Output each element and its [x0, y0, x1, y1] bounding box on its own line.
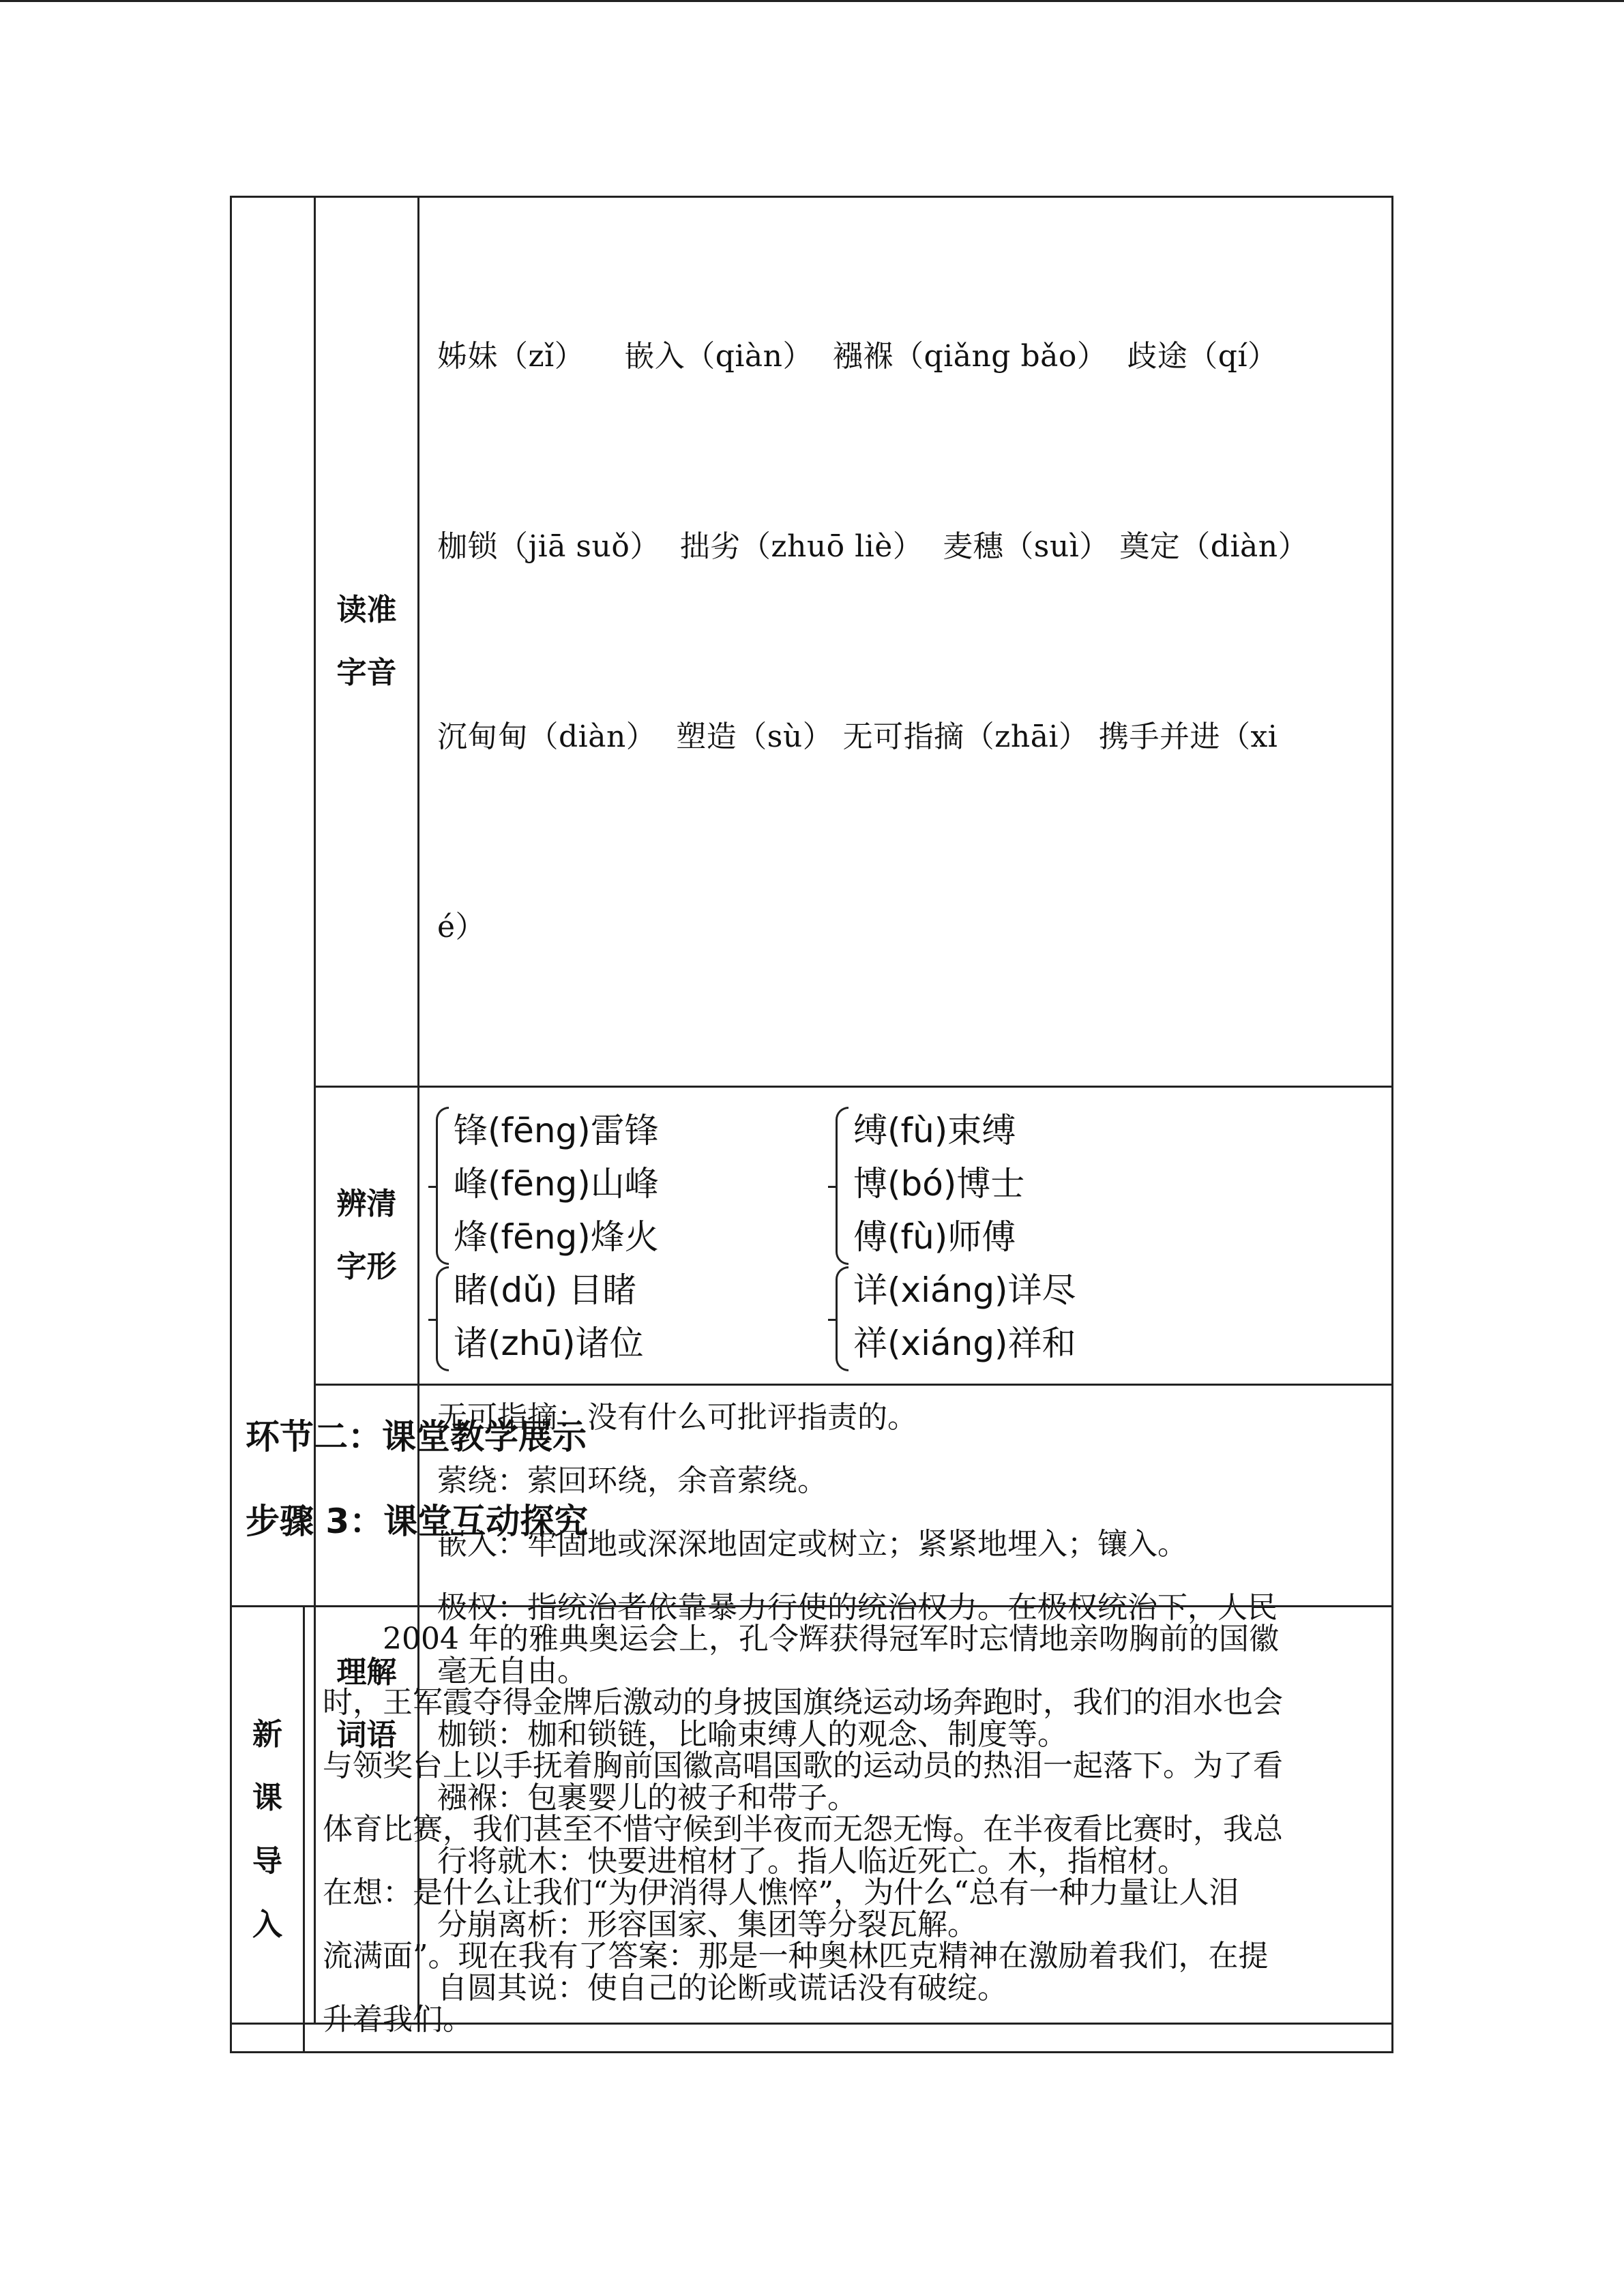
intro-line: 体育比赛，我们甚至不惜守候到半夜而无怨无悔。在半夜看比赛时，我总 [323, 1812, 1283, 1847]
pronunciation-line: 枷锁（jiā suǒ） 拙劣（zhuō liè） 麦穗（suì） 奠定（diàn） [437, 529, 1309, 564]
vocabulary-line: 无可指摘：没有什么可批评指责的。 [437, 1400, 917, 1435]
lesson-intro-row [231, 1607, 1393, 2053]
glyph-item: 烽(fēng)烽火 [454, 1217, 659, 1257]
glyph-item: 祥(xiáng)祥和 [853, 1324, 1076, 1363]
page-top-border [0, 0, 1624, 2]
glyph-item: 诸(zhū)诸位 [454, 1324, 644, 1363]
glyph-item: 峰(fēng)山峰 [454, 1164, 659, 1204]
section-heading: 环节二：课堂教学展示 [246, 1417, 587, 1457]
glyph-item: 睹(dǔ) 目睹 [454, 1270, 637, 1310]
brace-icon [836, 1107, 848, 1265]
glyphs-label: 辨清 字形 [315, 1087, 419, 1385]
intro-line: 与领奖台上以手抚着胸前国徽高唱国歌的运动员的热泪一起落下。为了看 [323, 1748, 1283, 1783]
lesson-intro-label: 新 课 导 入 [231, 1607, 304, 2053]
glyph-item: 详(xiáng)详尽 [853, 1270, 1076, 1310]
vocabulary-line: 自圆其说：使自己的论断或谎话没有破绽。 [437, 1971, 1007, 2006]
step-heading: 步骤 3：课堂互动探究 [246, 1502, 589, 1541]
vocabulary-line: 萦绕：萦回环绕，余音萦绕。 [437, 1463, 827, 1498]
pronunciation-line: 姊妹（zǐ） 嵌入（qiàn） 襁褓（qiǎng bǎo） 歧途（qí） [437, 339, 1278, 374]
pronunciation-line: 沉甸甸（diàn） 塑造（sù） 无可指摘（zhāi） 携手并进（xi [437, 719, 1278, 754]
intro-line: 流满面”。现在我有了答案：那是一种奥林匹克精神在激励着我们，在提 [323, 1939, 1269, 1973]
glyph-group-xiang [836, 1264, 1076, 1370]
lesson-intro-content [304, 1607, 1393, 2053]
glyphs-content [419, 1087, 1393, 1385]
vocabulary-line: 襁褓：包裹婴儿的被子和带子。 [437, 1780, 857, 1815]
intro-line: 时，王军霞夺得金牌后激动的身披国旗绕运动场奔跑时，我们的泪水也会 [323, 1685, 1283, 1720]
pronunciation-line: é） [437, 910, 486, 944]
pronunciation-content [419, 197, 1393, 1087]
glyph-item: 傅(fù)师傅 [853, 1217, 1016, 1257]
glyph-item: 博(bó)博士 [853, 1164, 1025, 1204]
glyph-item: 锋(fēng)雷锋 [454, 1111, 659, 1150]
lesson-intro-table [230, 1605, 1393, 2053]
pronunciation-label: 读准 字音 [315, 197, 419, 1087]
vocabulary-line: 嵌入：牢固地或深深地固定或树立；紧紧地埋入；镶入。 [437, 1527, 1187, 1562]
glyph-group-fu [836, 1104, 1024, 1264]
brace-icon [436, 1107, 449, 1265]
vocabulary-label: 理解 词语 [315, 1385, 419, 2024]
intro-line: 2004 年的雅典奥运会上，孔令辉获得冠军时忘情地亲吻胸前的国徽 [383, 1622, 1279, 1656]
intro-line: 升着我们。 [323, 2002, 473, 2037]
vocabulary-line: 分崩离析：形容国家、集团等分裂瓦解。 [437, 1907, 977, 1942]
vocabulary-line: 毫无自由。 [437, 1654, 587, 1688]
glyphs-row [231, 1087, 1393, 1385]
intro-line: 在想：是什么让我们“为伊消得人憔悴”，为什么“总有一种力量让人泪 [323, 1875, 1239, 1910]
glyph-group-feng [436, 1104, 659, 1264]
brace-icon [836, 1266, 848, 1371]
vocabulary-line: 枷锁：枷和锁链，比喻束缚人的观念、制度等。 [437, 1717, 1067, 1752]
brace-icon [436, 1266, 449, 1371]
glyph-item: 缚(fù)束缚 [853, 1111, 1016, 1150]
pronunciation-row [231, 197, 1393, 1087]
glyph-group-du [436, 1264, 644, 1370]
vocabulary-line: 行将就木：快要进棺材了。指人临近死亡。木，指棺材。 [437, 1844, 1187, 1879]
vocabulary-line: 极权：指统治者依靠暴力行使的统治权力。在极权统治下，人民 [437, 1590, 1278, 1625]
